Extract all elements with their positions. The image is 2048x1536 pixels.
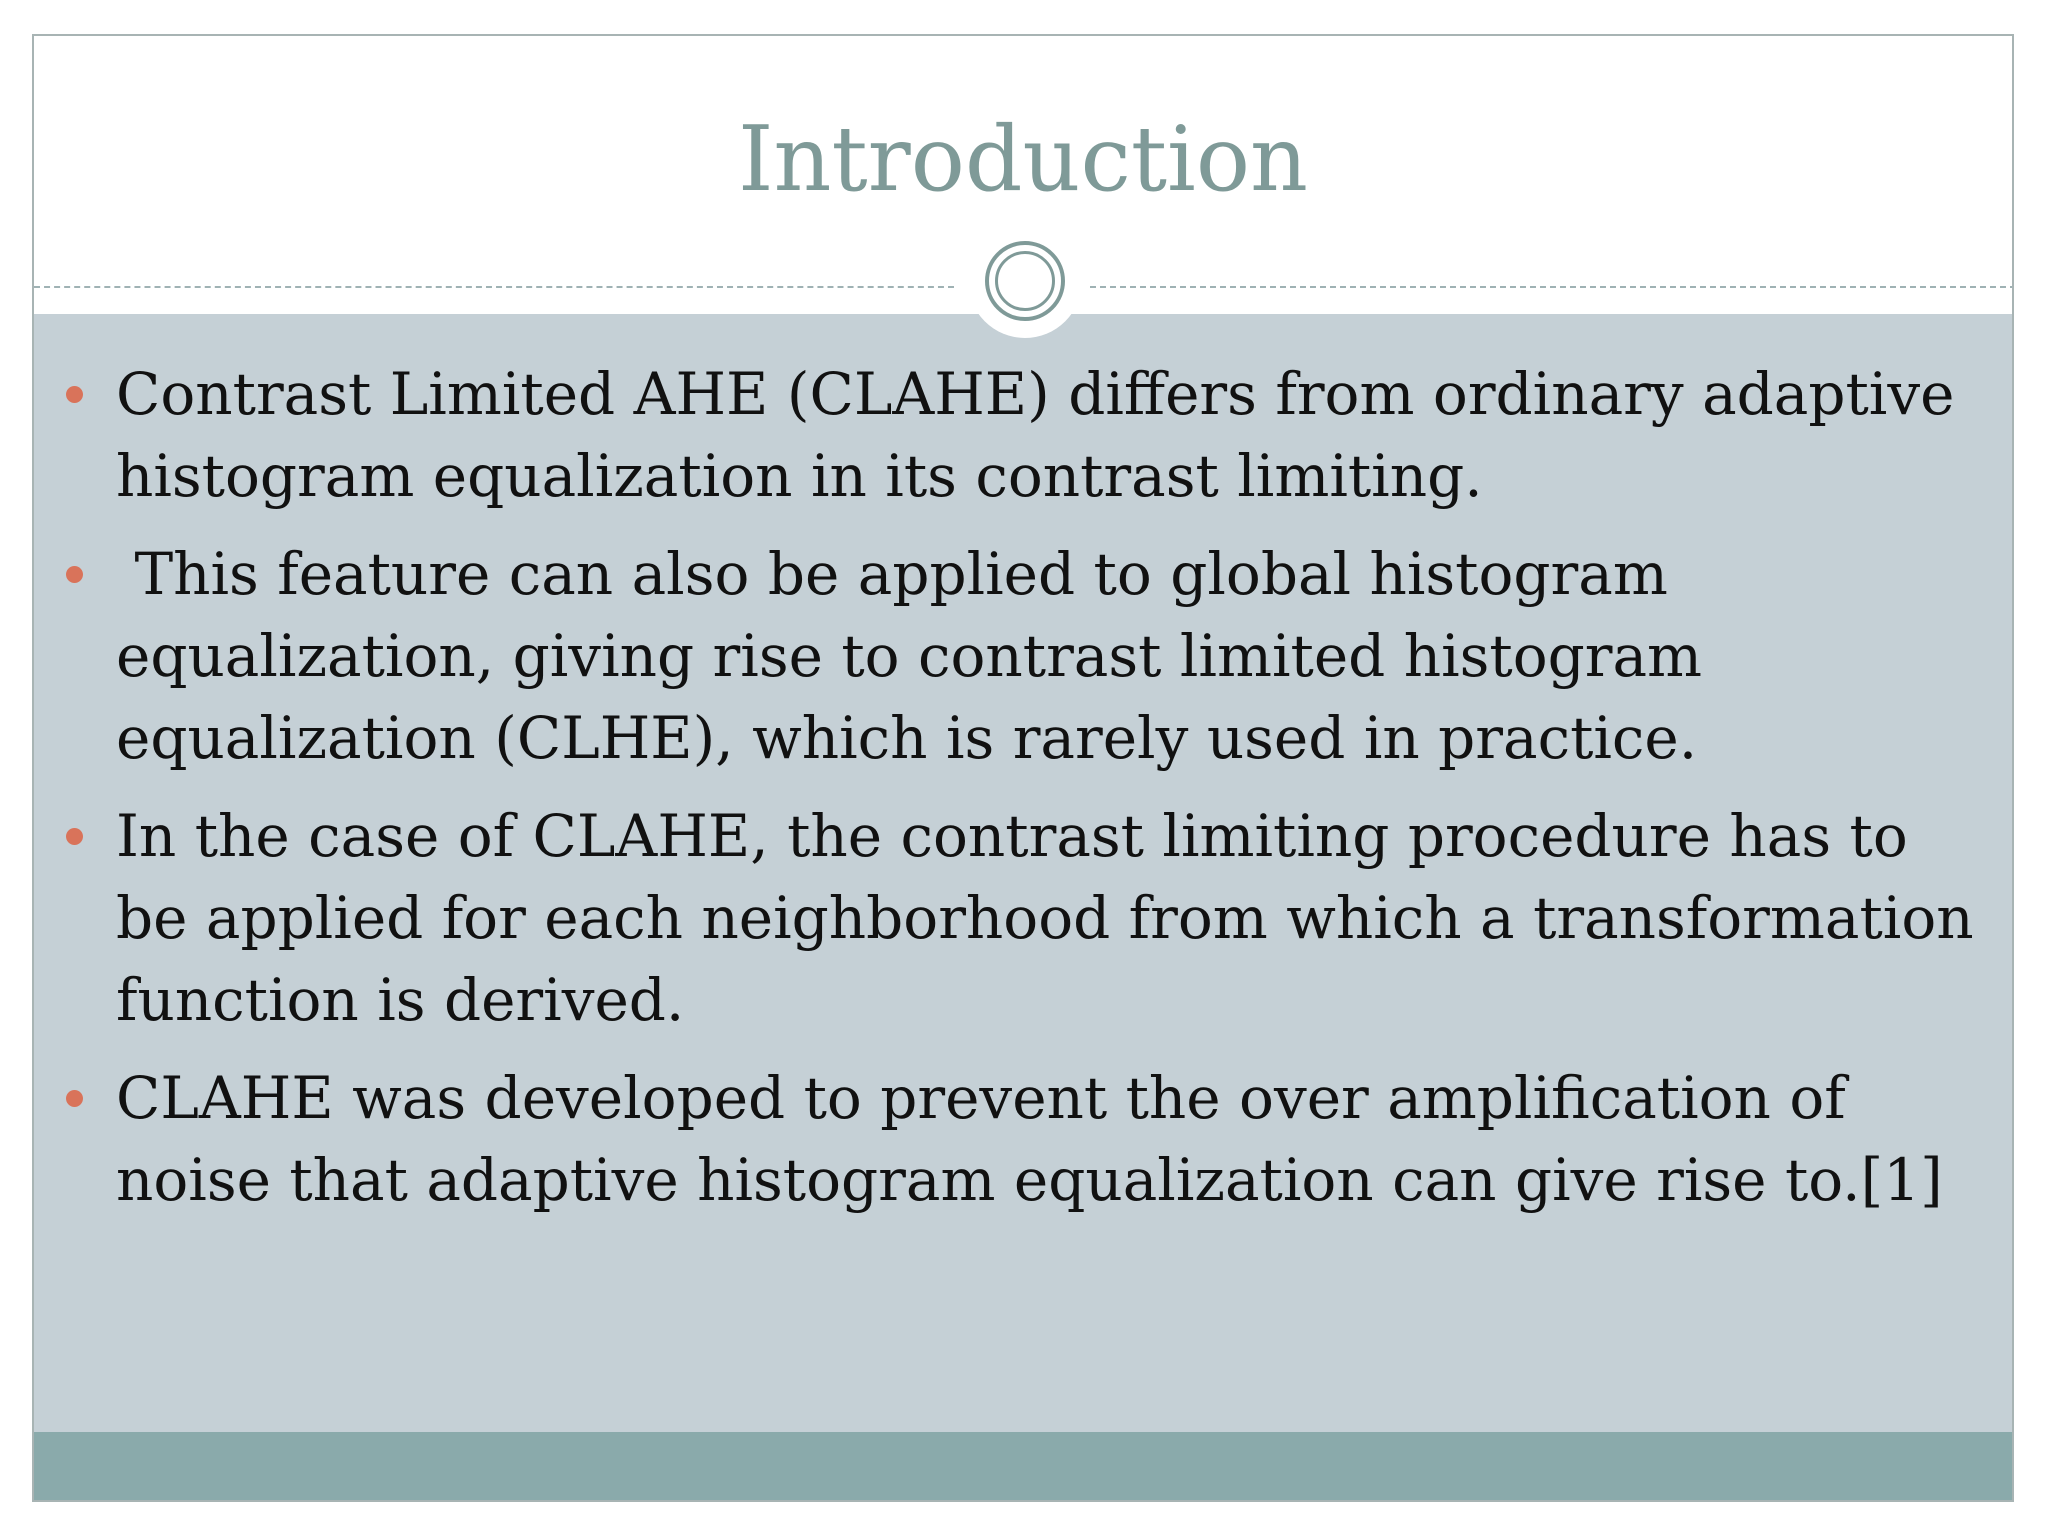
bullet-dot-icon xyxy=(66,386,83,403)
bullet-list xyxy=(116,353,1976,1237)
bullet-dot-icon xyxy=(66,566,83,583)
circle-ring-outer xyxy=(985,241,1065,321)
bullet-item xyxy=(116,353,1976,517)
bullet-item xyxy=(116,1057,1976,1221)
double-circle-icon xyxy=(968,224,1082,338)
bullet-text: Contrast Limited AHE (CLAHE) differs from ordinary adaptive histogram equalization in its contrast limiting. xyxy=(116,360,1955,510)
bullet-dot-icon xyxy=(66,828,83,845)
bullet-text: This feature can also be applied to global histogram equalization, giving rise to contrast limited histogram equalization (CLHE), which is rarely used in practice. xyxy=(116,540,1721,772)
title-divider-left xyxy=(34,286,954,288)
title-divider-right xyxy=(1090,286,2014,288)
bullet-dot-icon xyxy=(66,1090,83,1107)
circle-ring-inner xyxy=(995,251,1055,311)
footer-bar xyxy=(34,1432,2012,1502)
slide-title: Introduction xyxy=(738,107,1308,212)
bullet-item xyxy=(116,795,1976,1041)
bullet-text: In the case of CLAHE, the contrast limiting procedure has to be applied for each neighborhood from which a transformation function is derived. xyxy=(116,802,1974,1034)
bullet-item xyxy=(116,533,1976,779)
bullet-text: CLAHE was developed to prevent the over amplification of noise that adaptive histogram equalization can give rise to.[1] xyxy=(116,1064,1943,1214)
